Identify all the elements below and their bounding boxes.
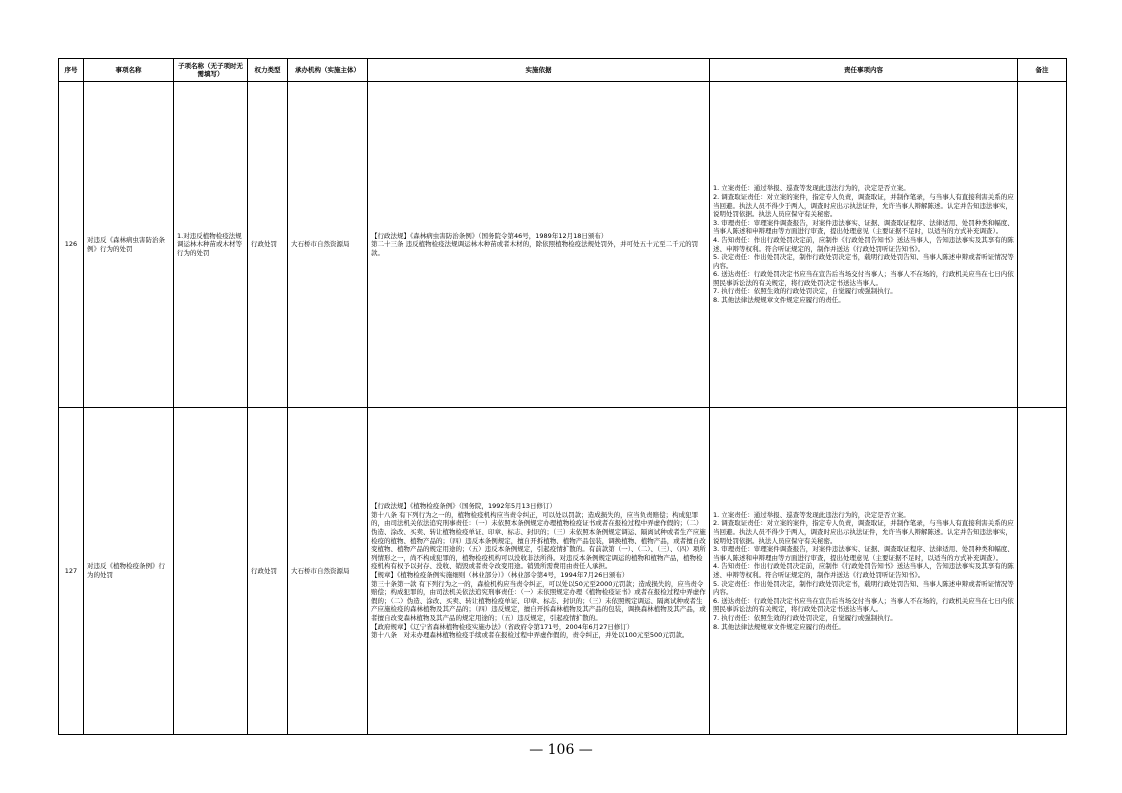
header-remark: 备注 bbox=[1018, 59, 1067, 82]
page-number: — 106 — bbox=[529, 742, 593, 758]
subitem-name: 1.对违反植物检疫法规调运林木种苗或木材等行为的处罚 bbox=[174, 82, 248, 408]
header-org: 承办机构（实施主体） bbox=[288, 59, 368, 82]
org-name: 大石桥市自然资源局 bbox=[288, 408, 368, 735]
basis-text: 【行政法规】《植物检疫条例》（国务院，1992年5月13日修订） 第十八条 有下列行为之一的，植物检疫机构应当责令纠正，可以处以罚款；造成损失的，应当负责赔偿；构成犯罪的，由司法机关依法追究刑事责任：（一）未依照本条例规定办理植物检疫证书或者在报检过程中弄虚作假的；（二）伪造、涂改、买卖、转让植物检疫单证、印章、标志、封识的；（三）未依照本条例规定调运、隔离试种或者生产应施检疫的植物、植物产品的；（四）违反本条例规定，擅自开拆植物、植物产品包装，调换植物、植物产品，或者擅自改变植物、植物产品的规定用途的；（五）违反本条例规定，引起疫情扩散的。有前款第（一）、（二）、（三）、（四）项所列情形之一，尚不构成犯罪的，植物检疫机构可以没收非法所得。对违反本条例规定调运的植物和植物产品，植物检疫机构有权予以封存、没收、销毁或者责令改变用途。销毁所需费用由责任人承担。 【规章】《植物检疫条例实施细则（林业部分）》（林业部令第4号，1994年7月26日颁布） 第三十条第一款 有下列行为之一的，森检机构应当责令纠正，可以处以50元至2000元罚款；造成损失的，应当责令赔偿；构成犯罪的，由司法机关依法追究刑事责任：（一）未依照规定办理《植物检疫证书》或者在报检过程中弄虚作假的；（二）伪造、涂改、买卖、转让植物检疫单证、印章、标志、封识的；（三）未依照规定调运、隔离试种或者生产应施检疫的森林植物及其产品的；（四）违反规定，擅自开拆森林植物及其产品的包装，调换森林植物及其产品，或者擅自改变森林植物及其产品的规定用途的；（五）违反规定，引起疫情扩散的。 【政府规章】《辽宁省森林植物检疫实施办法》（省政府令第171号，2004年6月27日修订） 第十八条 对未办理森林植物检疫手续或者在报检过程中弄虚作假的，责令纠正，并处以100元至500元罚款。 bbox=[368, 408, 710, 735]
item-name: 对违反《森林病虫害防治条例》行为的处罚 bbox=[84, 82, 174, 408]
power-list-table bbox=[58, 58, 1067, 735]
header-power-type: 权力类型 bbox=[248, 59, 288, 82]
header-duty: 责任事项内容 bbox=[710, 59, 1018, 82]
org-name: 大石桥市自然资源局 bbox=[288, 82, 368, 408]
power-type: 行政处罚 bbox=[248, 408, 288, 735]
remark-text bbox=[1018, 408, 1067, 735]
header-item-name: 事项名称 bbox=[84, 59, 174, 82]
power-type: 行政处罚 bbox=[248, 82, 288, 408]
duty-text: 1. 立案责任：通过举报、巡查等发现此违法行为的，决定是否立案。 2. 调查取证责任：对立案的案件，指定专人负责，调查取证，并制作笔录，与当事人有直接利害关系的应当回避。执法人员不得少于两人，调查时应出示执法证件，允许当事人辩解陈述。认定并告知违法事实，说明处罚依据。执法人员应保守有关秘密。 3. 审理责任：审理案件调查报告，对案件违法事实、证据、调查取证程序、法律适用、处罚种类和幅度、当事人陈述和申辩理由等方面进行审查，提出处理意见（主要证据不足时，以适当的方式补充调查）。 4. 告知责任：作出行政处罚决定前，应制作《行政处罚告知书》送达当事人，告知违法事实及其享有的陈述、申辩等权利。符合听证规定的，制作并送达《行政处罚听证告知书》。 5. 决定责任：作出处罚决定，制作行政处罚决定书，载明行政处罚告知、当事人陈述申辩或者听证情况等内容。 6. 送达责任：行政处罚决定书应当在宣告后当场交付当事人；当事人不在场的，行政机关应当在七日内依照民事诉讼法的有关规定，将行政处罚决定书送达当事人。 7. 执行责任：依照生效的行政处罚决定，自觉履行或强制执行。 8. 其他法律法规规章文件规定应履行的责任。 bbox=[710, 82, 1018, 408]
table-row bbox=[59, 408, 1067, 735]
basis-text: 【行政法规】《森林病虫害防治条例》（国务院令第46号，1989年12月18日颁布） 第二十三条 违反植物检疫法规调运林木种苗或者木材的，除依照植物检疫法规处罚外，并可处五十元至二千元的罚款。 bbox=[368, 82, 710, 408]
table-row bbox=[59, 82, 1067, 408]
row-number: 127 bbox=[59, 408, 84, 735]
item-name: 对违反《植物检疫条例》行为的处罚 bbox=[84, 408, 174, 735]
remark-text bbox=[1018, 82, 1067, 408]
header-no: 序号 bbox=[59, 59, 84, 82]
table-header-row bbox=[59, 59, 1067, 82]
duty-text: 1. 立案责任：通过举报、巡查等发现此违法行为的，决定是否立案。 2. 调查取证责任：对立案的案件，指定专人负责，调查取证，并制作笔录，与当事人有直接利害关系的应当回避。执法人员不得少于两人，调查时应出示执法证件，允许当事人辩解陈述。认定并告知违法事实，说明处罚依据。执法人员应保守有关秘密。 3. 审理责任：审理案件调查报告，对案件违法事实、证据、调查取证程序、法律适用、处罚种类和幅度、当事人陈述和申辩理由等方面进行审查，提出处理意见（主要证据不足时，以适当的方式补充调查）。 4. 告知责任：作出行政处罚决定前，应制作《行政处罚告知书》送达当事人，告知违法事实及其享有的陈述、申辩等权利。符合听证规定的，制作并送达《行政处罚听证告知书》。 5. 决定责任：作出处罚决定，制作行政处罚决定书，载明行政处罚告知、当事人陈述申辩或者听证情况等内容。 6. 送达责任：行政处罚决定书应当在宣告后当场交付当事人；当事人不在场的，行政机关应当在七日内依照民事诉讼法的有关规定，将行政处罚决定书送达当事人。 7. 执行责任：依照生效的行政处罚决定，自觉履行或强制执行。 8. 其他法律法规规章文件规定应履行的责任。 bbox=[710, 408, 1018, 735]
header-subitem-name: 子项名称（无子项时无需填写） bbox=[174, 59, 248, 82]
header-basis: 实施依据 bbox=[368, 59, 710, 82]
row-number: 126 bbox=[59, 82, 84, 408]
subitem-name bbox=[174, 408, 248, 735]
